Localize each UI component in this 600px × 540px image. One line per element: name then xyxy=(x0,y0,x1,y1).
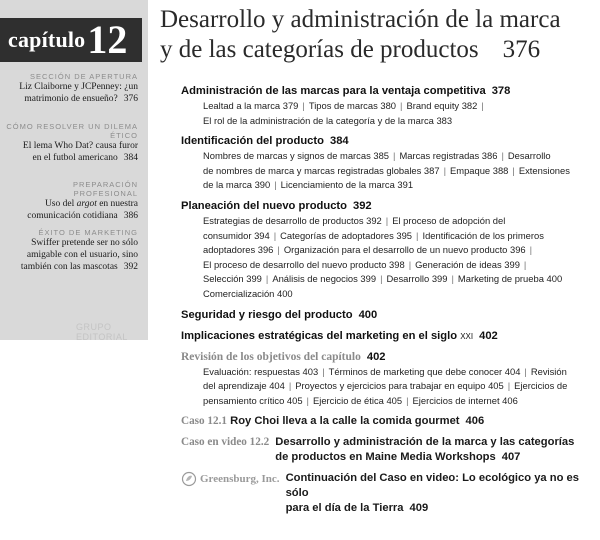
chapter-number: 12 xyxy=(87,17,128,62)
chapter-title: Desarrollo y administración de la marca y de las categorías de productos 376 xyxy=(160,6,561,63)
sidebar-text: Liz Claiborne y JCPenney: ¿un matrimonio de ensueño? 376 xyxy=(19,82,138,104)
toc-subitems: Lealtad a la marca 379 | Tipos de marcas 380 | Brand equity 382 | El rol de la administración de la categoría y de la marca 383 xyxy=(203,100,484,126)
sidebar-opening-section[interactable] xyxy=(6,72,138,105)
toc-video-case[interactable]: Caso en video 12.2 Desarrollo y administración de la marca y las categorías de productos en Maine Media Workshops 407 xyxy=(181,436,575,464)
toc-section-title: Seguridad y riesgo del producto 400 xyxy=(181,308,378,321)
sidebar-heading: SECCIÓN DE APERTURA xyxy=(29,72,138,81)
toc-subitems: Nombres de marcas y signos de marcas 385 | Marcas registradas 386 | Desarrollo de nombres de marca y marcas registradas globales 387 | Empaque 388 | Extensiones de la marca 390 | Licenciamiento de la marca 391 xyxy=(203,150,570,191)
sidebar-text: Uso del argot en nuestra comunicación cotidiana 386 xyxy=(27,199,138,221)
toc-section[interactable] xyxy=(181,199,593,302)
sidebar-ethics-section[interactable] xyxy=(6,122,138,164)
toc-section-title: Revisión de los objetivos del capítulo 402 xyxy=(181,350,386,363)
toc-section-title: Planeación del nuevo producto 392 xyxy=(181,199,372,212)
toc-greensburg-case[interactable]: Greensburg, Inc. Continuación del Caso en video: Lo ecológico ya no es sólo para el día de la Tierra 409 xyxy=(181,471,593,516)
toc-section[interactable] xyxy=(181,329,593,344)
chapter-sidebar xyxy=(0,0,148,340)
toc-section-title: Administración de las marcas para la ventaja competitiva 378 xyxy=(181,85,511,97)
watermark: GRUPO EDITORIAL xyxy=(76,322,128,342)
sidebar-heading: CÓMO RESOLVER UN DILEMA ÉTICO xyxy=(6,122,138,140)
toc-section[interactable] xyxy=(181,134,593,193)
greensburg-logo: Greensburg, Inc. xyxy=(181,471,280,487)
toc-subitems: Estrategias de desarrollo de productos 392 | El proceso de adopción del consumidor 394 | Categorías de adoptadores 395 | Identificación de los primeros adoptadores 396 | Organización para el desarrollo de un nuevo producto 396 | El proceso de desarrollo del nuevo producto 398 | Generación de ideas 399 | Selección 399 | Análisis de negocios 399 | Desarrollo 399 | Marketing de prueba 400 Comercialización 400 xyxy=(203,214,563,299)
toc-section[interactable] xyxy=(181,84,593,128)
toc-section-title: Implicaciones estratégicas del marketing en el siglo XXI 402 xyxy=(181,329,498,342)
sidebar-text: El lema Who Dat? causa furor en el futbol americano 384 xyxy=(22,141,138,163)
toc-section-title: Identificación del producto 384 xyxy=(181,135,349,148)
case-label: Caso en video 12.2 xyxy=(181,436,270,449)
sidebar-heading: PREPARACIÓN PROFESIONAL xyxy=(72,180,138,198)
toc-subitems: Evaluación: respuestas 403 | Términos de marketing que debe conocer 404 | Revisión del aprendizaje 404 | Proyectos y ejercicios para trabajar en equipo 405 | Ejercicios de pensamiento crítico 405 | Ejercicio de ética 405 | Ejercicios de internet 406 xyxy=(203,365,568,406)
table-of-contents xyxy=(181,84,593,522)
sidebar-career-section[interactable] xyxy=(6,180,138,222)
chapter-word: capítulo xyxy=(8,27,86,52)
toc-section[interactable] xyxy=(181,308,593,323)
toc-section[interactable] xyxy=(181,350,593,409)
case-label: Caso 12.1 xyxy=(181,415,227,428)
sidebar-success-section[interactable] xyxy=(6,228,138,273)
chapter-tab xyxy=(0,18,142,62)
toc-case[interactable]: Caso 12.1 Roy Choi lleva a la calle la comida gourmet 406 xyxy=(181,415,485,428)
sidebar-heading: ÉXITO DE MARKETING xyxy=(38,228,138,237)
leaf-icon xyxy=(181,471,197,487)
sidebar-text: Swiffer pretende ser no sólo amigable con el usuario, sino también con las mascotas 392 xyxy=(20,238,138,272)
